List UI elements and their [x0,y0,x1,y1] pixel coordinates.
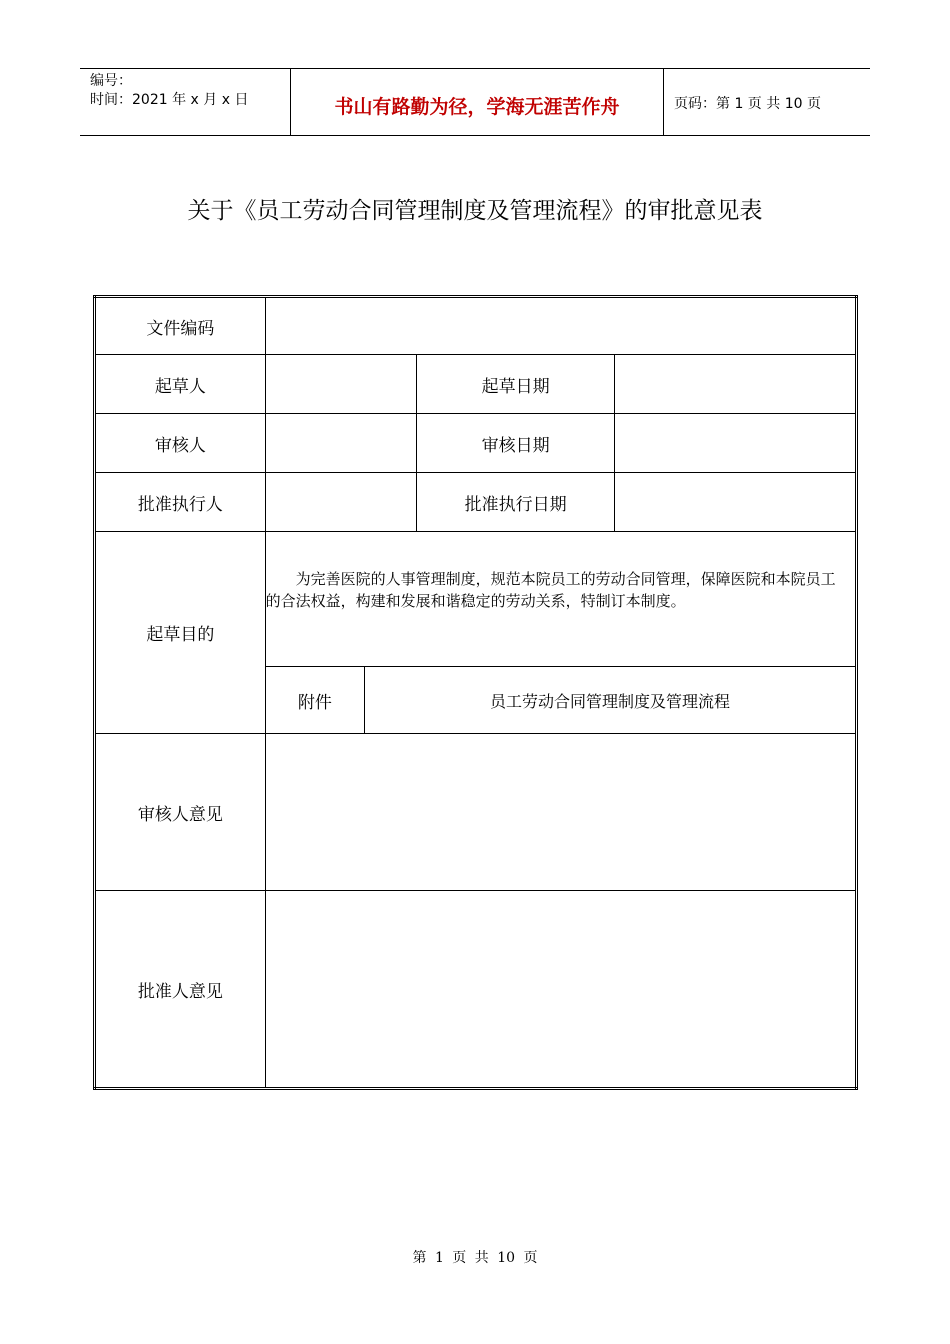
header-motto: 书山有路勤为径，学海无涯苦作舟 [291,69,664,136]
drafter-field[interactable] [265,355,417,414]
file-code-label: 文件编码 [95,297,266,355]
purpose-text: 为完善医院的人事管理制度，规范本院员工的劳动合同管理，保障医院和本院员工的合法权益，构建和发展和谐稳定的劳动关系，特制订本制度。 [265,532,856,667]
header-info [80,69,291,136]
review-date-field[interactable] [615,414,857,473]
drafter-label: 起草人 [95,355,266,414]
row-approver-opinion [95,891,857,1089]
approver-opinion-field[interactable] [265,891,856,1089]
purpose-label: 起草目的 [95,532,266,734]
document-number: 编号： [90,73,132,89]
approve-date-field[interactable] [615,473,857,532]
reviewer-field[interactable] [265,414,417,473]
approval-form-table [93,295,858,1090]
row-reviewer [95,414,857,473]
page-header [80,68,870,136]
file-code-field[interactable] [265,297,856,355]
approver-opinion-label: 批准人意见 [95,891,266,1089]
row-purpose [95,532,857,667]
row-file-code [95,297,857,355]
approve-date-label: 批准执行日期 [417,473,615,532]
page-footer: 第 1 页 共 10 页 [412,1250,538,1266]
attachment-label: 附件 [265,667,364,734]
document-title: 关于《员工劳动合同管理制度及管理流程》的审批意见表 [187,198,763,224]
review-date-label: 审核日期 [417,414,615,473]
row-reviewer-opinion [95,734,857,891]
reviewer-opinion-field[interactable] [265,734,856,891]
reviewer-label: 审核人 [95,414,266,473]
row-approver [95,473,857,532]
row-drafter [95,355,857,414]
approver-field[interactable] [265,473,417,532]
approver-label: 批准执行人 [95,473,266,532]
draft-date-field[interactable] [615,355,857,414]
draft-date-label: 起草日期 [417,355,615,414]
document-time: 时间：2021 年 x 月 x 日 [90,92,249,108]
reviewer-opinion-label: 审核人意见 [95,734,266,891]
attachment-value: 员工劳动合同管理制度及管理流程 [365,667,857,734]
header-page-number: 页码：第 1 页 共 10 页 [664,69,871,136]
